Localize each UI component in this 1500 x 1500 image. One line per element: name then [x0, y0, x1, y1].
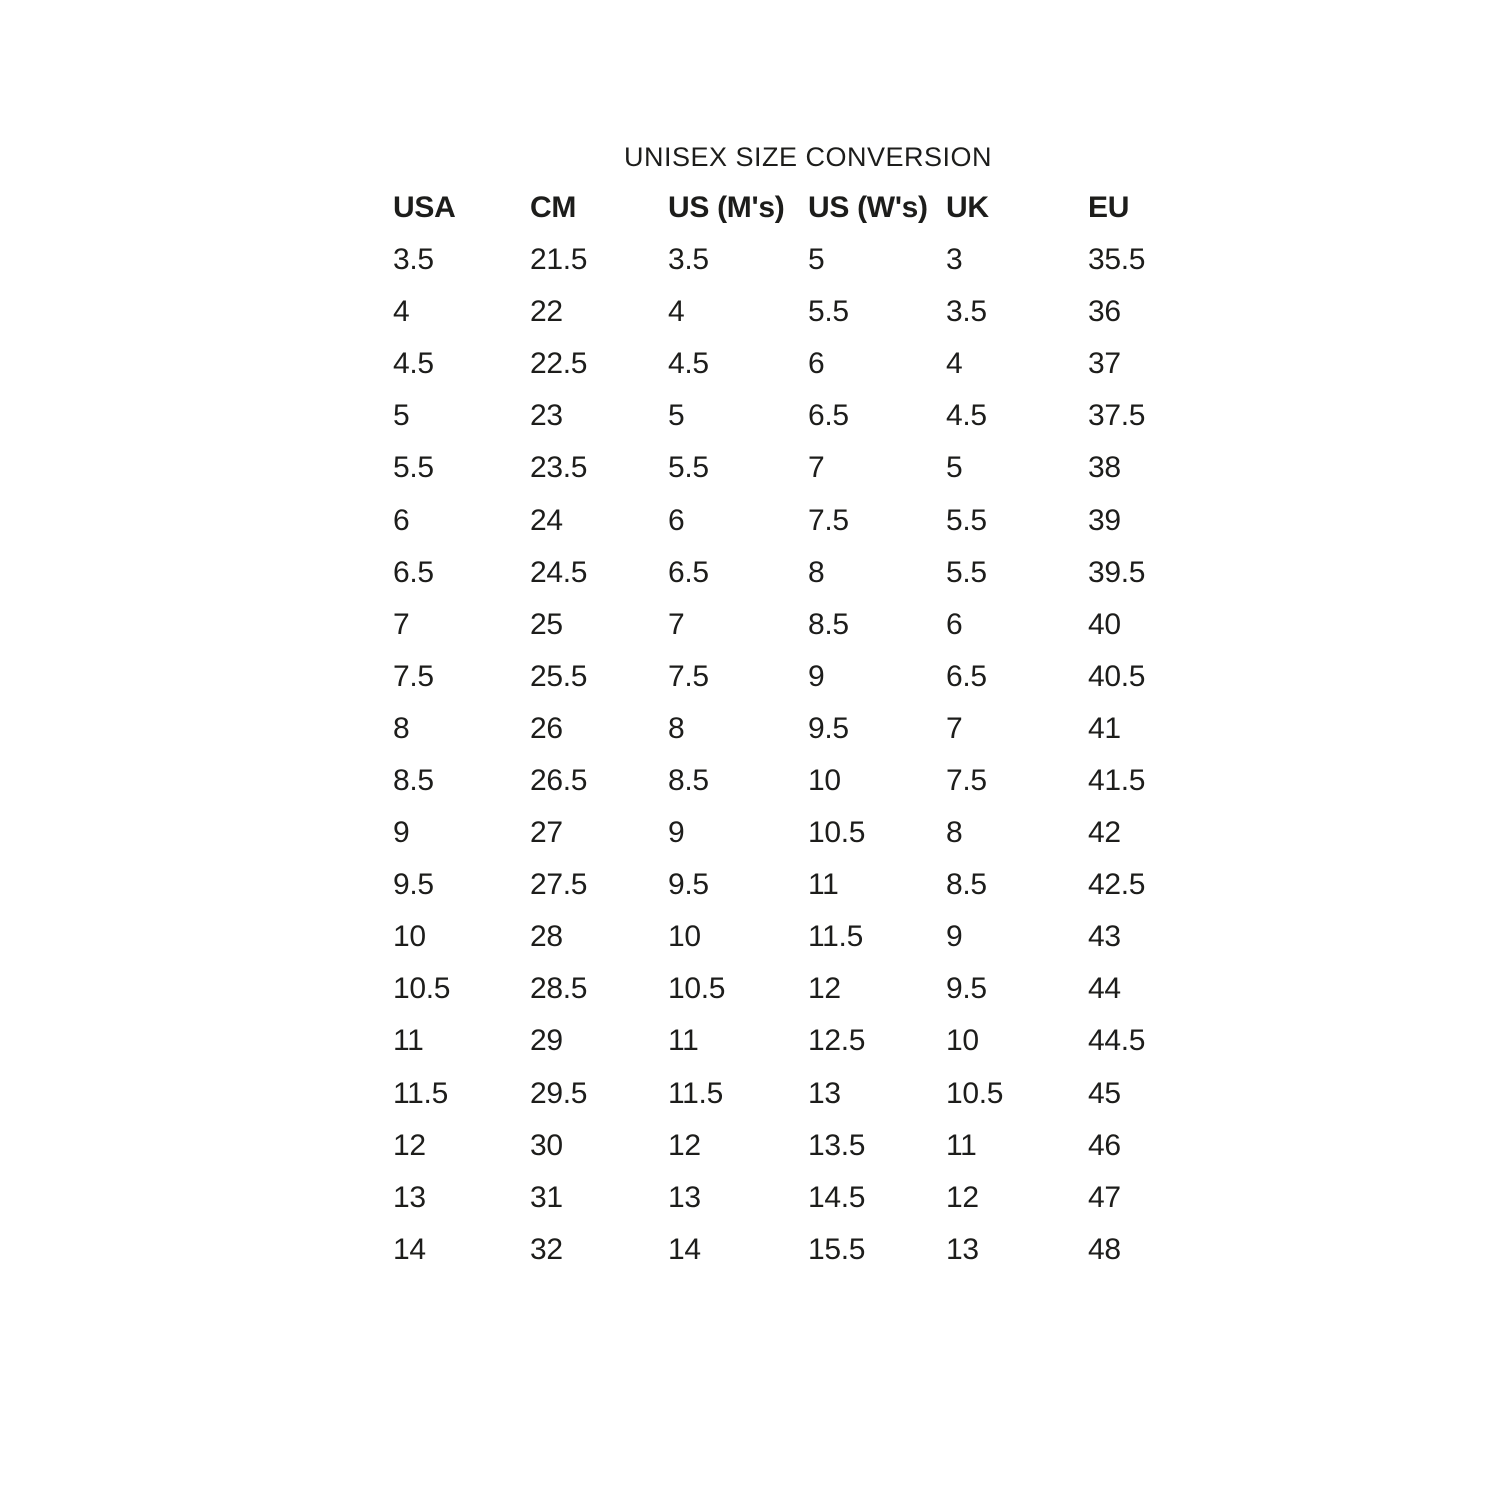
table-cell: 14 — [393, 1232, 426, 1266]
table-row — [393, 651, 1208, 703]
table-cell: 7 — [946, 711, 963, 745]
table-cell: 4.5 — [668, 347, 709, 381]
table-cell: 9 — [668, 816, 685, 850]
table-cell: 7 — [808, 451, 825, 485]
table-cell: 5.5 — [808, 295, 849, 329]
table-cell: 12.5 — [808, 1024, 866, 1058]
table-cell: 27 — [530, 816, 563, 850]
table-cell: 13 — [393, 1180, 426, 1214]
table-cell: 9.5 — [668, 868, 709, 902]
table-row — [393, 390, 1208, 442]
table-cell: 21.5 — [530, 243, 588, 277]
table-cell: 39 — [1088, 503, 1121, 537]
table-cell: 36 — [1088, 295, 1121, 329]
table-row — [393, 599, 1208, 651]
table-cell: 4 — [668, 295, 685, 329]
table-cell: 28.5 — [530, 972, 588, 1006]
table-cell: 39.5 — [1088, 555, 1146, 589]
table-cell: 7 — [668, 607, 685, 641]
chart-title: UNISEX SIZE CONVERSION — [623, 142, 993, 172]
table-cell: 13.5 — [808, 1128, 866, 1162]
table-cell: 3.5 — [946, 295, 987, 329]
table-row — [393, 1068, 1208, 1120]
table-row — [393, 1120, 1208, 1172]
table-cell: 9 — [393, 816, 410, 850]
table-cell: 8 — [668, 711, 685, 745]
table-cell: 28 — [530, 920, 563, 954]
table-cell: 5.5 — [946, 555, 987, 589]
table-cell: 22 — [530, 295, 563, 329]
table-cell: 11 — [668, 1024, 699, 1058]
table-cell: 6 — [808, 347, 825, 381]
table-cell: 12 — [668, 1128, 701, 1162]
table-cell: 29.5 — [530, 1076, 588, 1110]
table-cell: 11 — [946, 1128, 977, 1162]
table-cell: 5.5 — [393, 451, 434, 485]
table-header-row — [393, 181, 1208, 234]
column-header-usa: USA — [393, 190, 456, 224]
table-cell: 35.5 — [1088, 243, 1146, 277]
table-cell: 30 — [530, 1128, 563, 1162]
table-cell: 25.5 — [530, 659, 588, 693]
column-header-cm: CM — [530, 190, 577, 224]
table-cell: 4 — [393, 295, 410, 329]
table-cell: 12 — [808, 972, 841, 1006]
table-cell: 8.5 — [393, 763, 434, 797]
table-cell: 27.5 — [530, 868, 588, 902]
table-cell: 3 — [946, 243, 963, 277]
table-cell: 10 — [946, 1024, 979, 1058]
table-cell: 48 — [1088, 1232, 1121, 1266]
column-header-us-m-s: US (M's) — [668, 190, 785, 224]
table-cell: 6 — [668, 503, 685, 537]
table-cell: 4 — [946, 347, 963, 381]
table-cell: 6 — [946, 607, 963, 641]
table-row — [393, 286, 1208, 338]
table-row — [393, 494, 1208, 546]
column-header-uk: UK — [946, 190, 989, 224]
table-cell: 11.5 — [668, 1076, 723, 1110]
table-cell: 37.5 — [1088, 399, 1146, 433]
table-cell: 8.5 — [946, 868, 987, 902]
table-cell: 9 — [808, 659, 825, 693]
table-cell: 10 — [393, 920, 426, 954]
table-cell: 11.5 — [393, 1076, 448, 1110]
table-cell: 22.5 — [530, 347, 588, 381]
table-cell: 7 — [393, 607, 410, 641]
table-cell: 44.5 — [1088, 1024, 1146, 1058]
table-cell: 31 — [530, 1180, 563, 1214]
table-cell: 44 — [1088, 972, 1121, 1006]
table-cell: 6.5 — [393, 555, 434, 589]
table-cell: 10 — [668, 920, 701, 954]
table-cell: 26 — [530, 711, 563, 745]
table-row — [393, 807, 1208, 859]
table-cell: 10.5 — [393, 972, 451, 1006]
column-header-eu: EU — [1088, 190, 1130, 224]
table-body — [393, 234, 1208, 1276]
table-cell: 29 — [530, 1024, 563, 1058]
table-cell: 9.5 — [808, 711, 849, 745]
table-cell: 8 — [393, 711, 410, 745]
table-cell: 3.5 — [393, 243, 434, 277]
table-cell: 10.5 — [808, 816, 866, 850]
table-cell: 6.5 — [668, 555, 709, 589]
table-cell: 4.5 — [393, 347, 434, 381]
table-cell: 41 — [1088, 711, 1121, 745]
table-cell: 8.5 — [668, 763, 709, 797]
table-cell: 4.5 — [946, 399, 987, 433]
table-cell: 5 — [946, 451, 963, 485]
table-cell: 8 — [808, 555, 825, 589]
table-cell: 7.5 — [668, 659, 709, 693]
size-conversion-table — [393, 181, 1208, 1276]
table-cell: 5.5 — [946, 503, 987, 537]
table-cell: 12 — [393, 1128, 426, 1162]
table-row — [393, 1015, 1208, 1067]
table-cell: 14 — [668, 1232, 701, 1266]
table-cell: 11 — [393, 1024, 424, 1058]
table-row — [393, 1172, 1208, 1224]
table-cell: 6.5 — [808, 399, 849, 433]
table-cell: 37 — [1088, 347, 1121, 381]
table-row — [393, 859, 1208, 911]
table-row — [393, 547, 1208, 599]
table-cell: 13 — [668, 1180, 701, 1214]
table-cell: 26.5 — [530, 763, 588, 797]
table-cell: 7.5 — [393, 659, 434, 693]
table-cell: 25 — [530, 607, 563, 641]
table-cell: 38 — [1088, 451, 1121, 485]
table-cell: 5 — [808, 243, 825, 277]
table-row — [393, 1224, 1208, 1276]
table-cell: 5 — [393, 399, 410, 433]
table-cell: 23.5 — [530, 451, 588, 485]
table-cell: 10 — [808, 763, 841, 797]
table-cell: 13 — [946, 1232, 979, 1266]
table-cell: 9.5 — [393, 868, 434, 902]
table-cell: 8 — [946, 816, 963, 850]
table-cell: 15.5 — [808, 1232, 866, 1266]
column-header-us-w-s: US (W's) — [808, 190, 928, 224]
table-cell: 9.5 — [946, 972, 987, 1006]
table-cell: 40.5 — [1088, 659, 1146, 693]
table-cell: 7.5 — [946, 763, 987, 797]
table-cell: 42.5 — [1088, 868, 1146, 902]
table-cell: 8.5 — [808, 607, 849, 641]
table-cell: 23 — [530, 399, 563, 433]
table-cell: 5.5 — [668, 451, 709, 485]
table-cell: 3.5 — [668, 243, 709, 277]
table-cell: 32 — [530, 1232, 563, 1266]
table-cell: 11 — [808, 868, 839, 902]
table-row — [393, 911, 1208, 963]
table-cell: 14.5 — [808, 1180, 866, 1214]
table-row — [393, 703, 1208, 755]
table-cell: 10.5 — [668, 972, 726, 1006]
table-cell: 24.5 — [530, 555, 588, 589]
table-cell: 43 — [1088, 920, 1121, 954]
table-cell: 7.5 — [808, 503, 849, 537]
table-cell: 42 — [1088, 816, 1121, 850]
table-row — [393, 755, 1208, 807]
table-cell: 46 — [1088, 1128, 1121, 1162]
table-cell: 11.5 — [808, 920, 863, 954]
table-row — [393, 338, 1208, 390]
table-cell: 9 — [946, 920, 963, 954]
table-cell: 10.5 — [946, 1076, 1004, 1110]
table-row — [393, 234, 1208, 286]
table-cell: 12 — [946, 1180, 979, 1214]
table-cell: 13 — [808, 1076, 841, 1110]
table-cell: 24 — [530, 503, 563, 537]
table-cell: 45 — [1088, 1076, 1121, 1110]
table-cell: 40 — [1088, 607, 1121, 641]
table-cell: 6.5 — [946, 659, 987, 693]
table-row — [393, 963, 1208, 1015]
table-row — [393, 442, 1208, 494]
table-cell: 6 — [393, 503, 410, 537]
table-cell: 41.5 — [1088, 763, 1146, 797]
table-cell: 47 — [1088, 1180, 1121, 1214]
table-cell: 5 — [668, 399, 685, 433]
